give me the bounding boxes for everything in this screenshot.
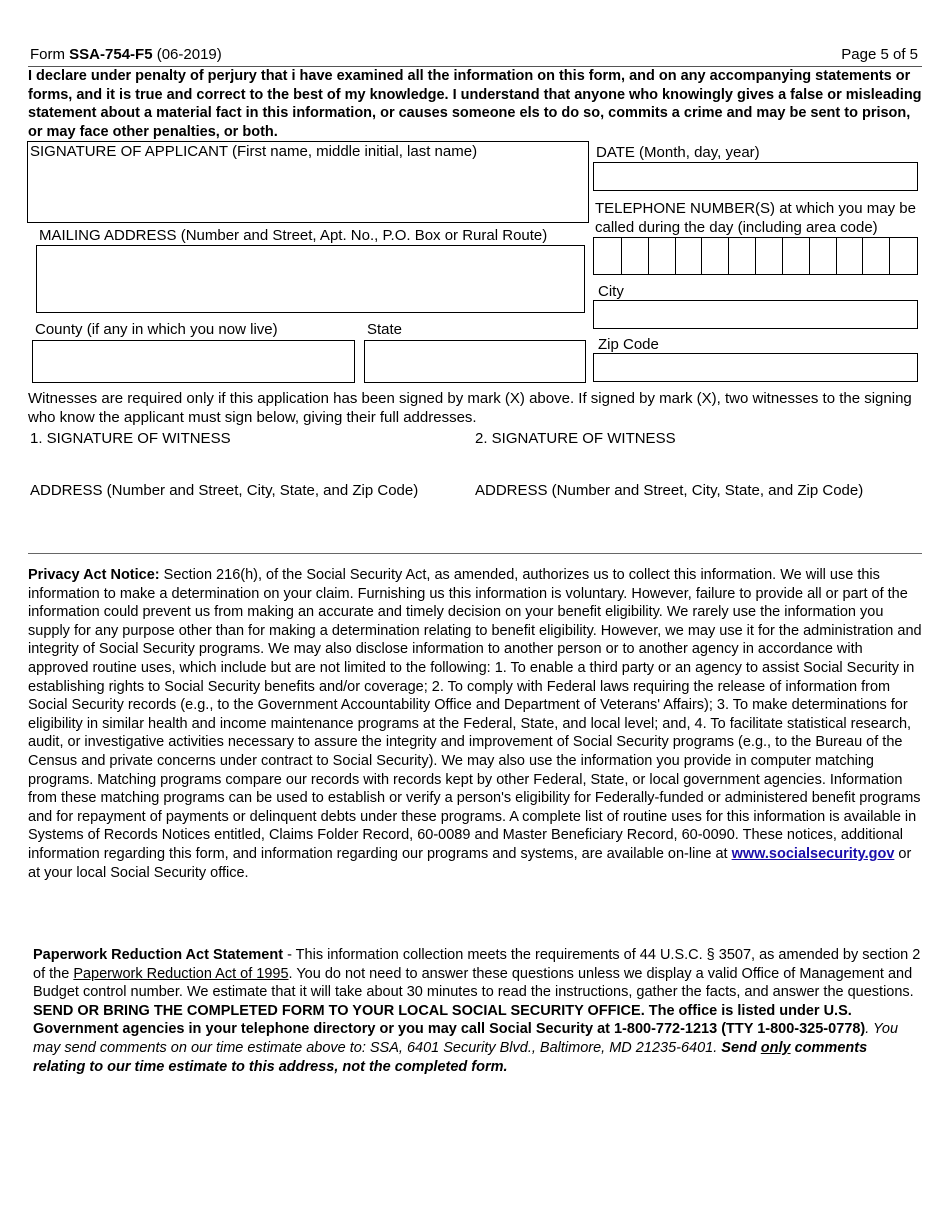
privacy-act-notice [28, 566, 922, 882]
witness-2-address-label: ADDRESS (Number and Street, City, State, and Zip Code) [475, 482, 864, 499]
page-number: Page 5 of 5 [841, 46, 918, 63]
socialsecurity-link[interactable]: www.socialsecurity.gov [731, 845, 895, 862]
phone-digit-divider [648, 238, 649, 274]
phone-digit-divider [809, 238, 810, 274]
paperwork-reduction-statement: Paperwork Reduction Act Statement - This information collection meets the requirements of 44 U.S.C. § 3507, as amended by section 2 of the Paperwork Reduction Act of 1995. You do not need to answer these questions unless we display a valid Office of Management and Budget control number. We estimate that it will take about 30 minutes to read the instructions, gather the facts, and answer the questions. SEND OR BRING THE COMPLETED FORM TO YOUR LOCAL SOCIAL SECURITY OFFICE. The office is listed under U.S. Government agencies in your telephone directory or you may call Social Security at 1-800-772-1213 (TTY 1-800-325-0778). You may send comments on our time estimate above to: SSA, 6401 Security Blvd., Baltimore, MD 21235-6401. Send only comments relating to our time estimate to this address, not the completed form. [33, 947, 921, 1075]
witness-1-address-label: ADDRESS (Number and Street, City, State, and Zip Code) [30, 482, 419, 499]
send-instructions: SEND OR BRING THE COMPLETED FORM TO YOUR LOCAL SOCIAL SECURITY OFFICE. The office is listed under U.S. Government agencies in your telephone directory or you may call Social Security at 1-800-772-1213 (TTY 1-800-325-0778) [33, 1002, 866, 1038]
state-field[interactable] [364, 340, 586, 383]
city-field[interactable] [593, 300, 918, 329]
zip-label: Zip Code [598, 336, 659, 353]
comments-address: . You may send comments on our time estimate above to: SSA, 6401 Security Blvd., Baltimore, MD 21235-6401. [33, 1021, 899, 1056]
phone-digit-divider [701, 238, 702, 274]
applicant-signature-label: SIGNATURE OF APPLICANT (First name, middle initial, last name) [30, 143, 478, 160]
zip-field[interactable] [593, 353, 918, 382]
city-label: City [598, 283, 624, 300]
date-label: DATE (Month, day, year) [596, 144, 760, 161]
perjury-declaration: I declare under penalty of perjury that i have examined all the information on this form, and on any accompanying statements or forms, and it is true and correct to the best of my knowledge. I understand that anyone who knowingly gives a false or misleading statement about a material fact in this information, or causes someone els to do so, commits a crime and may be sent to prison, or may face other penalties, or both. [28, 68, 922, 140]
phone-digit-divider [675, 238, 676, 274]
date-field[interactable] [593, 162, 918, 191]
witness-instructions: Witnesses are required only if this application has been signed by mark (X) above. If signed by mark (X), two witnesses to the signing who know the applicant must sign below, giving their full addresses. [28, 390, 912, 426]
section-divider [28, 553, 922, 554]
privacy-act-tail: or at your local Social Security office. [28, 845, 912, 881]
phone-digit-divider [621, 238, 622, 274]
state-label: State [367, 321, 403, 338]
form-date: (06-2019) [152, 46, 222, 63]
privacy-act-body: Section 216(h), of the Social Security Act, as amended, authorizes us to collect this information. We will use this information to make a determination on your claim. Furnishing us this information is voluntary. However, failure to provide all or part of the information could prevent us from making an accurate and timely decision on your benefit eligibility. We rarely use the information you supply for any purpose other than for making a determination relating to benefit eligibility. However, we may use it for the administration and integrity of Social Security programs. We may also disclose information to another person or to another agency in accordance with approved routine uses, which include but are not limited to the following: 1. To enable a third party or an agency to assist Social Security in establishing rights to Social Security benefits and/or coverage; 2. To comply with Federal laws requiring the release of information from Social Security records (e.g., to the Government Accountability Office and Department of Veterans' Affairs); 3. To make determinations for eligibility in similar health and income maintenance programs at the Federal, State, and local level; and, 4. To facilitate statistical research, audit, or investigative activities necessary to assure the integrity and improvement of Social Security programs (e.g., to the Bureau of the Census and private concerns under contract to Social Security). We may also use the information you provide in computer matching programs. Matching programs compare our records with records kept by other Federal, State, or local government agencies. Information from these matching programs can be used to establish or verify a person's eligibility for Federally-funded or administered benefit programs and for repayment of payments or delinquent debts under these programs. A complete list of routine uses for this information is available in Systems of Records Notices entitled, Claims Folder Record, 60-0089 and Master Beneficiary Record, 60-0090. These notices, additional information regarding this form, and information regarding our programs and systems, are available on-line at [28, 567, 922, 862]
form-number: SSA-754-F5 [69, 46, 153, 63]
county-field[interactable] [32, 340, 355, 383]
telephone-field[interactable] [593, 237, 918, 275]
phone-digit-divider [836, 238, 837, 274]
phone-digit-divider [782, 238, 783, 274]
applicant-signature-field[interactable] [27, 141, 589, 223]
mailing-address-label: MAILING ADDRESS (Number and Street, Apt. No., P.O. Box or Rural Route) [39, 227, 548, 244]
paperwork-act-reference: Paperwork Reduction Act of 1995 [73, 965, 289, 982]
phone-digit-divider [862, 238, 863, 274]
privacy-act-title: Privacy Act Notice: [28, 567, 160, 583]
county-label: County (if any in which you now live) [35, 321, 278, 338]
witness-1-signature-label: 1. SIGNATURE OF WITNESS [30, 430, 231, 447]
telephone-label: TELEPHONE NUMBER(S) at which you may be called during the day (including area code) [595, 200, 916, 236]
phone-digit-divider [889, 238, 890, 274]
phone-digit-divider [755, 238, 756, 274]
form-id: Form SSA-754-F5 (06-2019) [30, 46, 222, 63]
mailing-address-field[interactable] [36, 245, 585, 313]
witness-2-signature-label: 2. SIGNATURE OF WITNESS [475, 430, 676, 447]
phone-digit-divider [728, 238, 729, 274]
paperwork-title: Paperwork Reduction Act Statement [33, 947, 284, 963]
